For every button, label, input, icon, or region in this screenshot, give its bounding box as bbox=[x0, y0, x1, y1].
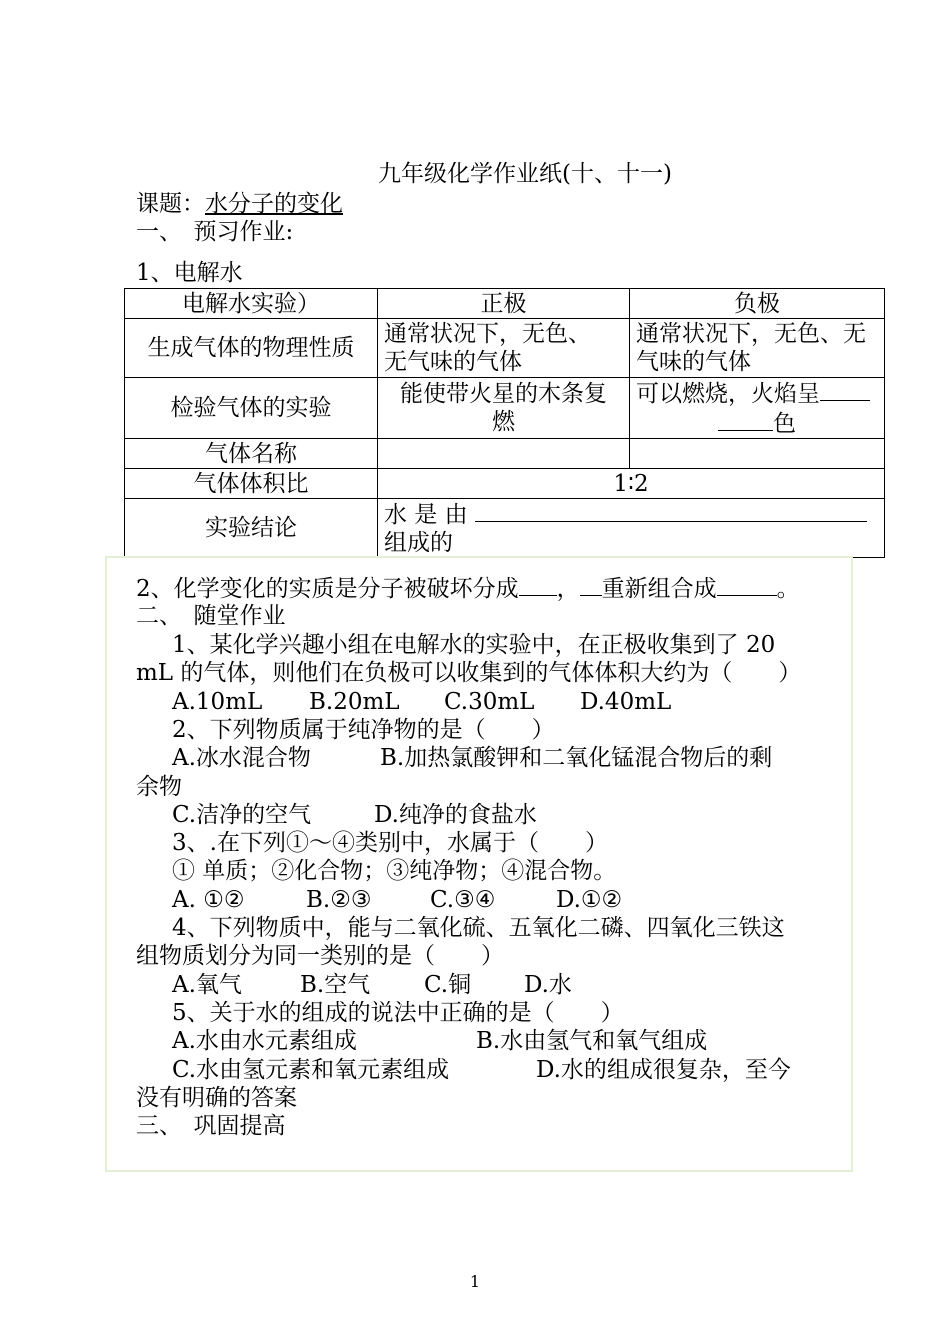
fill-blank bbox=[718, 408, 773, 431]
table-row bbox=[125, 319, 885, 378]
question-3-list: ① 单质；②化合物；③纯净物；④混合物。 bbox=[172, 858, 617, 884]
volume-ratio: 1∶2 bbox=[378, 469, 885, 499]
option: C.③④ bbox=[430, 887, 496, 913]
topic-line bbox=[136, 190, 343, 218]
topic-label: 课题： bbox=[136, 191, 205, 217]
page-number: 1 bbox=[469, 1272, 481, 1291]
table-cell bbox=[630, 439, 885, 469]
row-label: 生成气体的物理性质 bbox=[125, 319, 378, 378]
question-1-line2: mL 的气体，则他们在负极可以收集到的气体体积大约为（ ） bbox=[136, 660, 802, 686]
table-cell: 通常状况下，无色、 无气味的气体 bbox=[378, 319, 630, 378]
question-2-continuation: 余物 bbox=[136, 774, 182, 800]
option: B.空气 bbox=[300, 972, 371, 998]
table-cell bbox=[378, 439, 630, 469]
table-row bbox=[125, 469, 885, 499]
option: A.水由水元素组成 bbox=[172, 1028, 357, 1054]
topic-value: 水分子的变化 bbox=[205, 191, 343, 217]
question-3: 3、.在下列①～④类别中，水属于（ ） bbox=[172, 830, 608, 856]
item-electrolysis-heading: 1、电解水 bbox=[136, 260, 243, 286]
table-header-cell: 负极 bbox=[630, 289, 885, 319]
section-heading-classwork: 二、 随堂作业 bbox=[136, 603, 286, 629]
row-label: 检验气体的实验 bbox=[125, 378, 378, 439]
option: B.加热氯酸钾和二氧化锰混合物后的剩 bbox=[380, 745, 773, 771]
option: C.铜 bbox=[424, 972, 472, 998]
table-cell: 通常状况下，无色、无 气味的气体 bbox=[630, 319, 885, 378]
option: B.水由氢气和氧气组成 bbox=[476, 1028, 708, 1054]
fill-blank bbox=[580, 573, 602, 596]
option: A.10mL bbox=[172, 689, 263, 715]
section-heading-preview: 一、 预习作业: bbox=[136, 219, 294, 245]
table-header-cell: 正极 bbox=[378, 289, 630, 319]
table-row bbox=[125, 378, 885, 439]
table-cell: 可以燃烧，火焰呈 色 bbox=[630, 378, 885, 439]
electrolysis-table bbox=[124, 288, 885, 558]
item-chemical-change: 2、化学变化的实质是分子被破坏分成 ， 重新组合成 。 bbox=[136, 573, 800, 603]
question-4-line2: 组物质划分为同一类别的是（ ） bbox=[136, 943, 504, 969]
fill-blank bbox=[717, 573, 777, 596]
table-header-row bbox=[125, 289, 885, 319]
option: B.②③ bbox=[306, 887, 372, 913]
option: D.纯净的食盐水 bbox=[374, 802, 537, 828]
question-5: 5、关于水的组成的说法中正确的是（ ） bbox=[172, 1000, 624, 1026]
question-1-line1: 1、某化学兴趣小组在电解水的实验中，在正极收集到了 20 bbox=[172, 632, 776, 658]
option: A. ①② bbox=[172, 887, 245, 913]
option: D.水的组成很复杂，至今 bbox=[536, 1057, 791, 1083]
fill-blank bbox=[820, 378, 870, 401]
table-cell: 能使带火星的木条复 燃 bbox=[378, 378, 630, 439]
row-label: 实验结论 bbox=[125, 499, 378, 558]
row-label: 气体名称 bbox=[125, 439, 378, 469]
option: C.30mL bbox=[444, 689, 535, 715]
table-row bbox=[125, 439, 885, 469]
option: C.水由氢元素和氧元素组成 bbox=[172, 1057, 450, 1083]
question-2: 2、下列物质属于纯净物的是（ ） bbox=[172, 717, 555, 743]
table-row bbox=[125, 499, 885, 558]
option: B.20mL bbox=[309, 689, 400, 715]
row-label: 气体体积比 bbox=[125, 469, 378, 499]
option: D.40mL bbox=[580, 689, 672, 715]
option: A.冰水混合物 bbox=[172, 745, 311, 771]
question-4-line1: 4、下列物质中，能与二氧化硫、五氧化二磷、四氧化三铁这 bbox=[172, 915, 785, 941]
page-title: 九年级化学作业纸(十、十一) bbox=[378, 161, 672, 187]
section-heading-consolidation: 三、 巩固提高 bbox=[136, 1113, 286, 1139]
option: C.洁净的空气 bbox=[172, 802, 312, 828]
option: D.水 bbox=[524, 972, 572, 998]
table-cell: 水 是 由 组成的 bbox=[378, 499, 885, 558]
table-header-cell: 电解水实验） bbox=[125, 289, 378, 319]
option: D.①② bbox=[556, 887, 623, 913]
fill-blank bbox=[519, 573, 557, 596]
question-5-continuation: 没有明确的答案 bbox=[136, 1085, 297, 1111]
option: A.氧气 bbox=[172, 972, 242, 998]
fill-blank bbox=[475, 499, 867, 522]
